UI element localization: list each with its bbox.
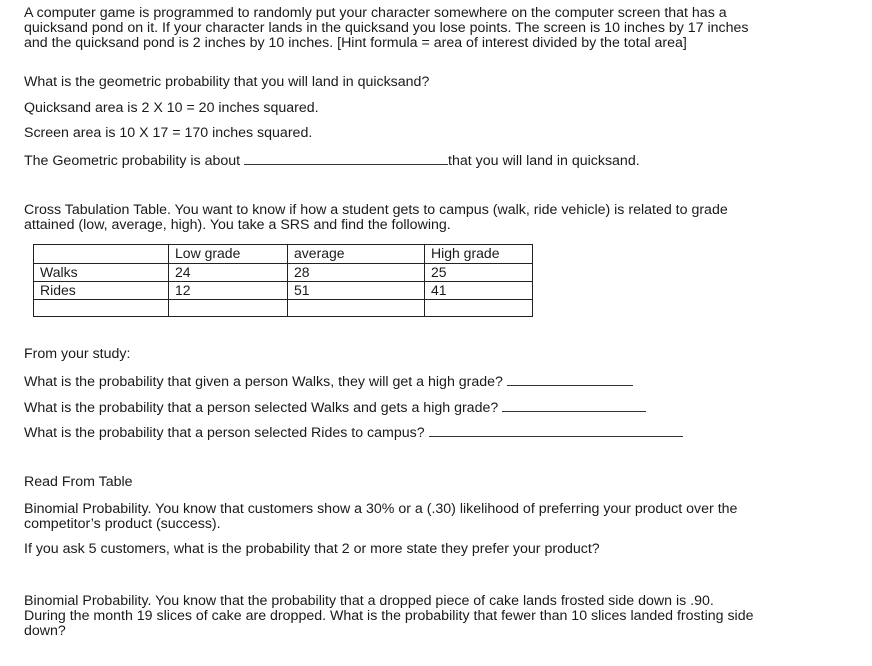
table-cell: 28: [288, 264, 425, 282]
table-row: [34, 282, 533, 300]
quicksand-area-text: Quicksand area is 2 X 10 = 20 inches squared.: [24, 100, 319, 116]
table-cell: 51: [288, 282, 425, 300]
walks-and-high-answer-blank[interactable]: [502, 398, 646, 412]
binomial1-intro: Binomial Probability. You know that customers show a 30% or a (.30) likelihood of preferring your product over the competitor’s product (success).: [24, 501, 738, 532]
rides-question: [24, 423, 683, 442]
rides-question-text: What is the probability that a person selected Rides to campus?: [24, 425, 429, 441]
geometric-answer-blank[interactable]: [244, 151, 448, 165]
table-header-cell: Low grade: [169, 245, 288, 264]
geometric-answer-prefix: The Geometric probability is about: [24, 153, 245, 169]
table-cell: 41: [425, 282, 533, 300]
binomial1-question: If you ask 5 customers, what is the probability that 2 or more state they prefer your product?: [24, 541, 600, 557]
walks-given-question: [24, 372, 633, 391]
screen-area-text: Screen area is 10 X 17 = 170 inches squared.: [24, 125, 313, 141]
geometric-answer-line: [24, 151, 640, 170]
table-cell: [288, 300, 425, 317]
table-cell: [34, 300, 169, 317]
table-cell: 24: [169, 264, 288, 282]
read-from-table-label: Read From Table: [24, 474, 133, 490]
quicksand-intro: A computer game is programmed to randomly put your character somewhere on the computer screen that has a quicksand pond on it. If your character lands in the quicksand you lose points. The screen is 10 inches by 17 inches and the quicksand pond is 2 inches by 10 inches. [Hint formula = area of interest divided by the total area]: [24, 5, 749, 51]
walks-and-high-question: [24, 398, 646, 417]
table-header-cell: High grade: [425, 245, 533, 264]
walks-given-question-text: What is the probability that given a person Walks, they will get a high grade?: [24, 374, 507, 390]
walks-given-answer-blank[interactable]: [507, 372, 633, 386]
table-row: [34, 264, 533, 282]
geometric-answer-suffix: that you will land in quicksand.: [448, 153, 640, 169]
table-header-row: [34, 245, 533, 264]
walks-and-high-question-text: What is the probability that a person selected Walks and gets a high grade?: [24, 400, 503, 416]
cross-tab-table: [33, 244, 533, 317]
table-header-cell: [34, 245, 169, 264]
cross-tab-intro: Cross Tabulation Table. You want to know if how a student gets to campus (walk, ride vehicle) is related to grade attained (low, average, high). You take a SRS and find the following.: [24, 202, 728, 233]
table-cell: [169, 300, 288, 317]
table-header-cell: average: [288, 245, 425, 264]
from-study-label: From your study:: [24, 346, 131, 362]
quicksand-question: What is the geometric probability that you will land in quicksand?: [24, 74, 430, 90]
table-cell: Rides: [34, 282, 169, 300]
rides-answer-blank[interactable]: [429, 423, 683, 437]
table-cell: Walks: [34, 264, 169, 282]
table-row-empty: [34, 300, 533, 317]
table-cell: [425, 300, 533, 317]
table-cell: 25: [425, 264, 533, 282]
binomial2-intro: Binomial Probability. You know that the probability that a dropped piece of cake lands frosted side down is .90. During the month 19 slices of cake are dropped. What is the probability that fewer than 10 slices landed frosting side down?: [24, 593, 754, 639]
table-cell: 12: [169, 282, 288, 300]
